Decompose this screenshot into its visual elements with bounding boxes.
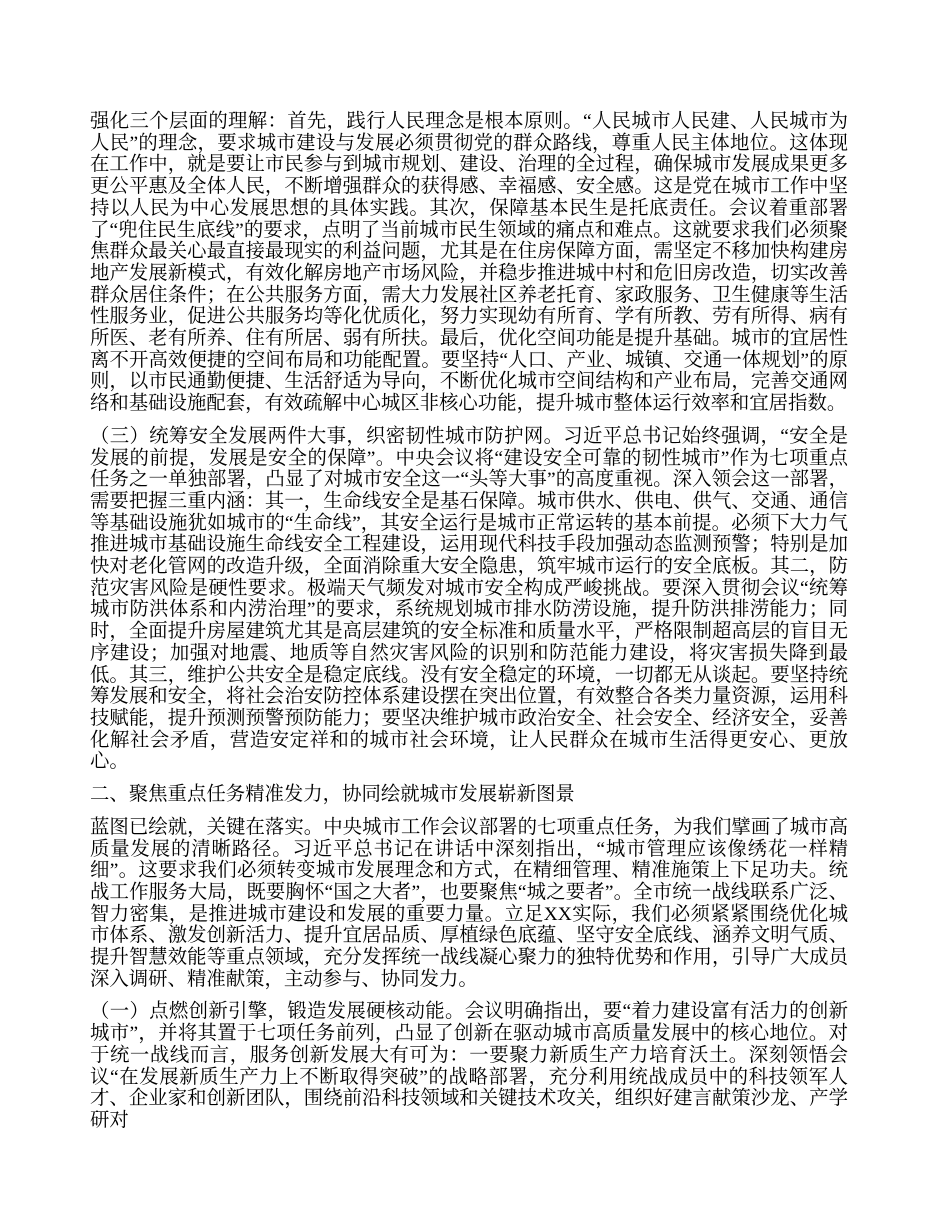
paragraph-people-city-understanding: 强化三个层面的理解：首先，践行人民理念是根本原则。“人民城市人民建、人民城市为人民”的理念，要求城市建设与发展必须贯彻党的群众路线，尊重人民主体地位。这体现在工作中，就是要让市民参与到城市规划、建设、治理的全过程，确保城市发展成果更多更公平惠及全体人民，不断增强群众的获得感、幸福感、安全感。这是党在城市工作中坚持以人民为中心发展思想的具体实践。其次，保障基本民生是托底责任。会议着重部署了“兜住民生底线”的要求，点明了当前城市民生领域的痛点和难点。这就要求我们必须聚焦群众最关心最直接最现实的利益问题，尤其是在住房保障方面，需坚定不移加快构建房地产发展新模式，有效化解房地产市场风险，并稳步推进城中村和危旧房改造，切实改善群众居住条件；在公共服务方面，需大力发展社区养老托育、家政服务、卫生健康等生活性服务业，促进公共服务均等化优质化，努力实现幼有所育、学有所教、劳有所得、病有所医、老有所养、住有所居、弱有所扶。最后，优化空间功能是提升基础。城市的宜居性离不开高效便捷的空间布局和功能配置。要坚持“人口、产业、城镇、交通一体规划”的原则，以市民通勤便捷、生活舒适为导向，不断优化城市空间结构和产业布局，完善交通网络和基础设施配套，有效疏解中心城区非核心功能，提升城市整体运行效率和宜居指数。 (90, 111, 848, 415)
paragraph-innovation-engine: （一）点燃创新引擎，锻造发展硬核动能。会议明确指出，要“着力建设富有活力的创新城市”，并将其置于七项任务前列，凸显了创新在驱动城市高质量发展中的核心地位。对于统一战线而言，服务创新发展大有可为：一要聚力新质生产力培育沃土。深刻领悟会议“在发展新质生产力上不断取得突破”的战略部署，充分利用统战成员中的科技领军人才、企业家和创新团队，围绕前沿科技领域和关键技术攻关，组织好建言献策沙龙、产学研对 (90, 1001, 848, 1131)
paragraph-blueprint-implementation: 蓝图已绘就，关键在落实。中央城市工作会议部署的七项重点任务，为我们擘画了城市高质量发展的清晰路径。习近平总书记在讲话中深刻指出，“城市管理应该像绣花一样精细”。这要求我们必须转变城市发展理念和方式，在精细管理、精准施策上下足功夫。统战工作服务大局，既要胸怀“国之大者”，也要聚焦“城之要者”。全市统一战线联系广泛、智力密集，是推进城市建设和发展的重要力量。立足XX实际，我们必须紧紧围绕优化城市体系、激发创新活力、提升宜居品质、厚植绿色底蕴、坚守安全底线、涵养文明气质、提升智慧效能等重点领域，充分发挥统一战线凝心聚力的独特优势和作用，引导广大成员深入调研、精准献策，主动参与、协同发力。 (90, 816, 848, 990)
paragraph-safety-resilient-city: （三）统筹安全发展两件大事，织密韧性城市防护网。习近平总书记始终强调，“安全是发展的前提，发展是安全的保障”。中央会议将“建设安全可靠的韧性城市”作为七项重点任务之一单独部署，凸显了对城市安全这一“头等大事”的高度重视。深入领会这一部署，需要把握三重内涵：其一，生命线安全是基石保障。城市供水、供电、供气、交通、通信等基础设施犹如城市的“生命线”，其安全运行是城市正常运转的基本前提。必须下大力气推进城市基础设施生命线安全工程建设，运用现代科技手段加强动态监测预警；特别是加快对老化管网的改造升级，全面消除重大安全隐患，筑牢城市运行的安全底板。其二，防范灾害风险是硬性要求。极端天气频发对城市安全构成严峻挑战。要深入贯彻会议“统筹城市防洪体系和内涝治理”的要求，系统规划城市排水防涝设施，提升防洪排涝能力；同时，全面提升房屋建筑尤其是高层建筑的安全标准和质量水平，严格限制超高层的盲目无序建设；加强对地震、地质等自然灾害风险的识别和防范能力建设，将灾害损失降到最低。其三，维护公共安全是稳定底线。没有安全稳定的环境，一切都无从谈起。要坚持统筹发展和安全，将社会治安防控体系建设摆在突出位置，有效整合各类力量资源，运用科技赋能，提升预测预警预防能力；要坚决维护城市政治安全、社会安全、经济安全，妥善化解社会矛盾，营造安定祥和的城市社会环境，让人民群众在城市生活得更安心、更放心。 (90, 425, 848, 773)
section-heading-key-tasks: 二、聚焦重点任务精准发力，协同绘就城市发展崭新图景 (90, 784, 575, 806)
